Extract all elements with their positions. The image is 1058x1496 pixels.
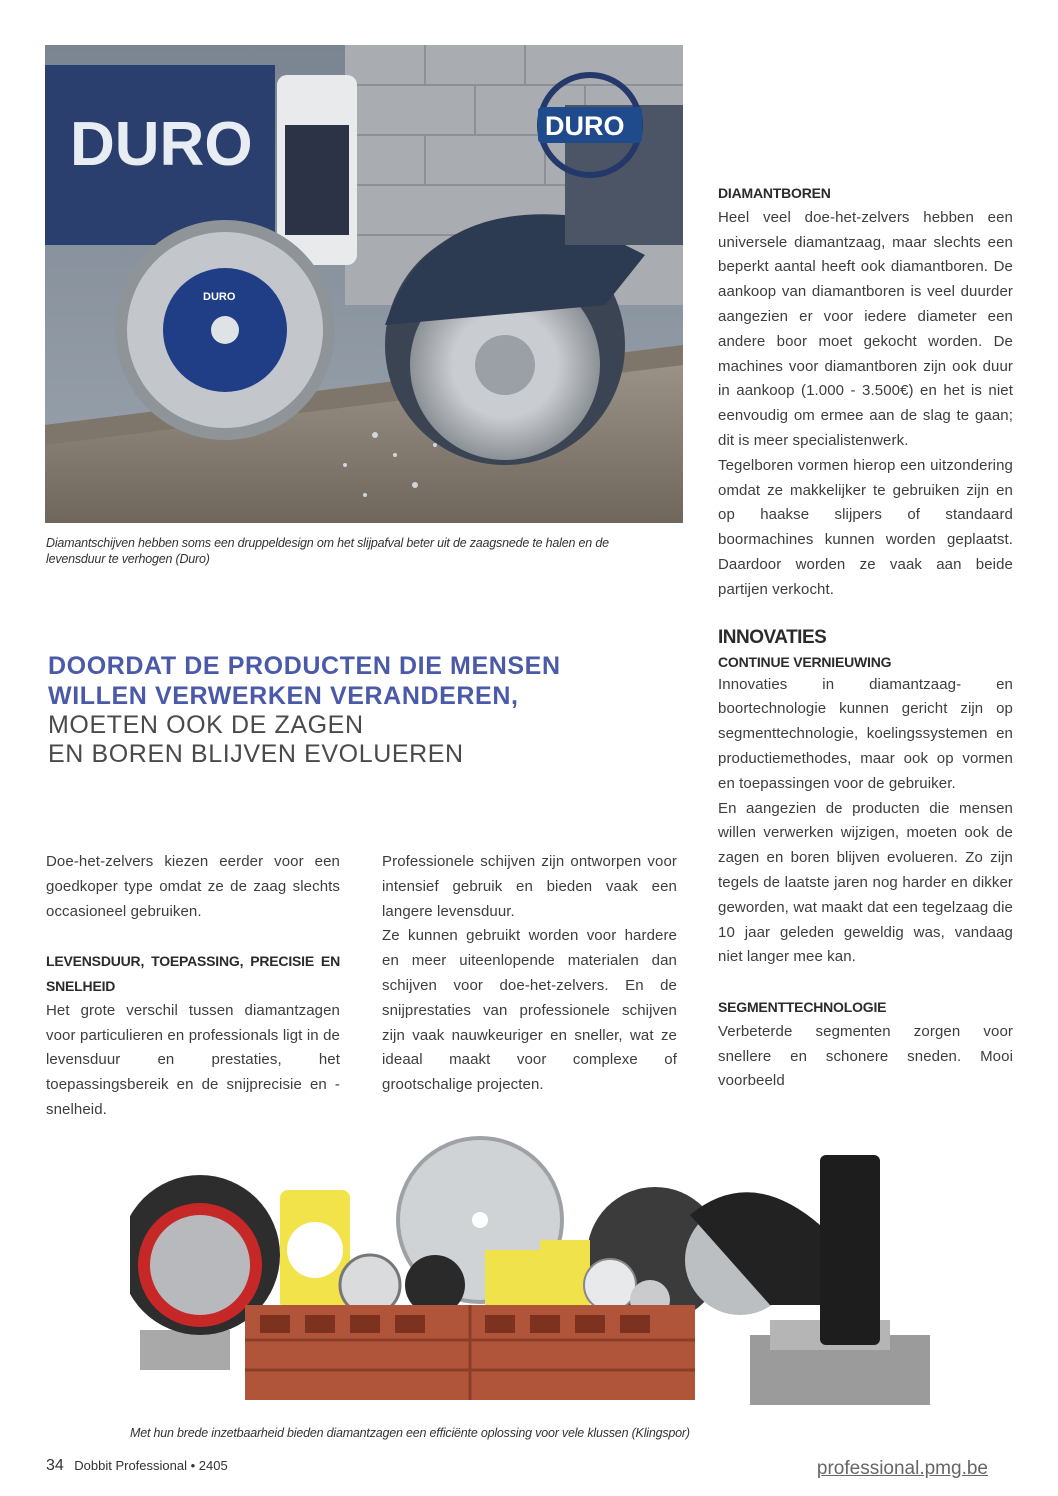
pull-quote-line3: MOETEN OOK DE ZAGEN — [48, 711, 364, 739]
col2-paragraph-1: Professionele schijven zijn ontworpen voor intensief gebruik en bieden vaak een langere levensduur. — [382, 853, 677, 920]
innovaties-title: INNOVATIES — [718, 626, 827, 648]
pull-quote-line1: DOORDAT DE PRODUCTEN DIE MENSEN — [48, 652, 561, 680]
page-number: 34 — [46, 1457, 64, 1474]
bottom-photo-caption: Met hun brede inzetbaarheid bieden diamantzagen een efficiënte oplossing voor vele klussen (Klingspor) — [130, 1426, 690, 1440]
pull-quote — [48, 651, 668, 769]
banner-text: DURO — [70, 110, 253, 179]
top-photo-caption: Diamantschijven hebben soms een druppeldesign om het slijpafval beter uit de zaagsnede te halen en de levensduur te verhogen (Duro) — [46, 536, 609, 566]
col3-paragraph-4: En aangezien de producten die mensen willen verwerken wijzigen, moeten ook de zagen en boren blijven evolueren. Zo zijn tegels de laatste jaren nog harder en dikker geworden, wat maakt dat een tegelzaag die 10 jaar geleden geweldig was, vandaag niet langer mee kan. — [718, 799, 1013, 966]
col1-intro: Doe-het-zelvers kiezen eerder voor een goedkoper type omdat ze de zaag slechts occasioneel gebruiken. — [46, 853, 340, 920]
svg-text:DURO: DURO — [203, 291, 236, 303]
footer-left — [46, 1457, 228, 1475]
col3-paragraph-3: Innovaties in diamantzaag- en boortechnologie kunnen gericht zijn op segmenttechnologie, koelingssystemen en productiemethodes, maar ook op vormen en toepassingen voor de gebruiker. — [718, 675, 1013, 792]
website-link[interactable]: professional.pmg.be — [816, 1458, 988, 1479]
continue-vernieuwing-heading: CONTINUE VERNIEUWING — [718, 653, 892, 670]
bottom-photo — [130, 1135, 930, 1407]
klingspor-products-photo — [130, 1135, 930, 1407]
diamantboren-heading: DIAMANTBOREN — [718, 185, 831, 201]
col3-paragraph-1: Heel veel doe-het-zelvers hebben een universele diamantzaag, maar slechts een beperkt aantal heeft ook diamantboren. De aankoop van diamantboren is veel duurder aangezien er voor iedere diameter een andere boor moet gekocht worden. De machines voor diamantboren zijn ook duur in aankoop (1.000 - 3.500€) en het is niet eenvoudig om ermee aan de slag te gaan; dit is meer specialistenwerk. — [718, 208, 1013, 449]
col2-paragraph-2: Ze kunnen gebruikt worden voor hardere en meer uiteenlopende materialen dan schijven voor doe-het-zelvers. En de snijprestaties van professionele schijven zijn vaak nauwkeuriger en sneller, wat ze ideaal maakt voor complexe of grootschalige projecten. — [382, 927, 677, 1094]
svg-text:DURO: DURO — [545, 111, 625, 141]
col3-paragraph-5: Verbeterde segmenten zorgen voor snellere en schonere sneden. Mooi voorbeeld — [718, 1022, 1013, 1090]
col1-heading: LEVENSDUUR, TOEPASSING, PRECISIE EN SNELHEID — [46, 953, 340, 994]
column-2 — [382, 850, 677, 1098]
column-3 — [718, 181, 1013, 1094]
pull-quote-line2: WILLEN VERWERKEN VERANDEREN, — [48, 682, 519, 710]
column-1 — [46, 850, 340, 1123]
diamond-saw-photo — [45, 45, 683, 523]
col3-paragraph-2: Tegelboren vormen hierop een uitzondering omdat ze makkelijker te gebruiken zijn en op haakse slijpers of standaard boormachines kunnen worden geplaatst. Daardoor worden ze vaak aan beide partijen verkocht. — [718, 456, 1013, 598]
top-photo — [45, 45, 683, 523]
magazine-name: Dobbit Professional • 2405 — [74, 1458, 228, 1473]
col1-paragraph: Het grote verschil tussen diamantzagen voor particulieren en professionals ligt in de levensduur en prestaties, het toepassingsbereik en de snijprecisie en -snelheid. — [46, 1001, 340, 1118]
pull-quote-line4: EN BOREN BLIJVEN EVOLUEREN — [48, 740, 464, 768]
segmenttechnologie-heading: SEGMENTTECHNOLOGIE — [718, 998, 887, 1015]
